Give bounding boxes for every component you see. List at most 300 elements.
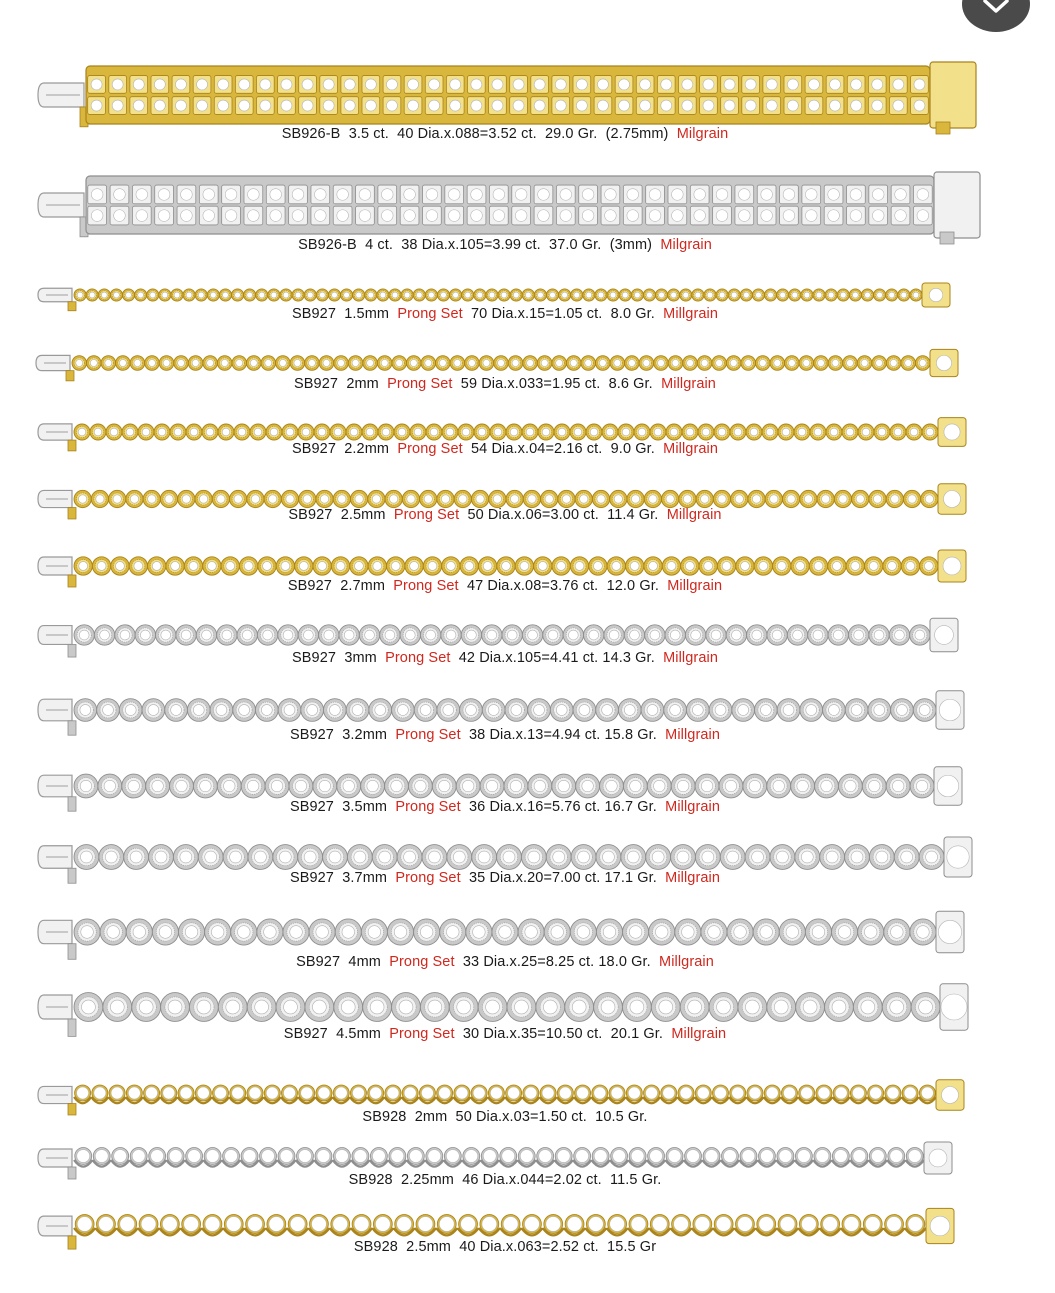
link [719,774,743,798]
link [622,993,651,1022]
link [400,625,420,645]
link [290,356,305,371]
caption-gap [655,650,663,666]
link [910,919,936,945]
link [283,919,309,945]
link [832,919,858,945]
link [713,490,730,507]
link [668,356,683,371]
link [695,1085,712,1103]
product-size: 2.2mm [344,441,390,457]
setting-label: Prong Set [397,306,463,322]
product-size: 1.5mm [344,306,390,322]
link [129,1148,147,1167]
link [782,490,799,507]
link [773,557,791,575]
link [421,356,436,371]
link [559,289,571,301]
product-code: SB926-B [281,126,341,142]
link [111,1148,129,1167]
link [161,993,190,1022]
link [193,76,211,94]
link [845,699,868,722]
link [570,557,588,575]
link [479,356,494,371]
link [311,185,330,204]
link [618,699,641,722]
link [628,1215,649,1236]
link [681,557,699,575]
link [801,289,813,301]
link [763,97,781,115]
link [596,699,619,722]
link [531,97,549,115]
link [377,356,392,371]
link [541,490,558,507]
product-spec: 30 Dia.x.35=10.50 ct. 20.1 Gr. [462,1026,664,1042]
link [573,97,591,115]
product-size: 4.5mm [336,1026,381,1042]
link [534,185,553,204]
link [95,1215,116,1236]
link [341,97,359,115]
link [911,76,929,94]
link [101,356,116,371]
link [770,845,795,870]
link [668,185,687,204]
link [604,625,624,645]
link [259,1148,277,1167]
link [825,289,837,301]
link [130,356,145,371]
link [276,356,291,371]
link [824,185,843,204]
link [413,289,425,301]
link [802,206,821,225]
link [281,490,298,507]
link [861,289,873,301]
caption-gap [334,799,342,815]
link [466,919,492,945]
link [668,206,687,225]
link [404,97,422,115]
link [763,76,781,94]
link [678,76,696,94]
link [915,356,930,371]
link [837,289,849,301]
link [217,625,237,645]
link [155,185,174,204]
product-spec: 50 Dia.x.06=3.00 ct. 11.4 Gr. [467,507,659,523]
link [244,1215,265,1236]
link [248,845,273,870]
caption-gap [406,1109,414,1125]
link [356,206,375,225]
link [445,206,464,225]
link [536,1148,554,1167]
link [378,206,397,225]
product-size: 2.5mm [406,1239,451,1255]
link [92,1148,110,1167]
link [765,289,777,301]
caption-gap [386,507,394,523]
caption-gap [332,507,340,523]
clasp-icon [38,83,88,127]
link [734,1215,755,1236]
link [74,1148,92,1167]
link [502,625,522,645]
link [199,185,218,204]
link [462,289,474,301]
link [795,845,820,870]
caption-gap [459,578,467,594]
link [289,774,313,798]
link [709,993,738,1022]
link [199,206,218,225]
link [74,774,98,798]
link [195,289,207,301]
product-code: SB927 [296,954,341,970]
link [745,845,770,870]
link [94,625,114,645]
link [88,76,106,94]
link [296,1148,314,1167]
link [265,774,289,798]
link [91,1085,108,1103]
link [350,557,368,575]
link [901,356,916,371]
link [574,1085,591,1103]
link [320,97,338,115]
link [512,206,531,225]
product-code: SB927 [287,578,332,594]
link [891,185,910,204]
link [465,356,480,371]
link [867,1085,884,1103]
link [596,919,622,945]
link [660,1085,677,1103]
link [229,1085,246,1103]
link [489,97,507,115]
link [765,490,782,507]
link [662,490,679,507]
link [883,557,901,575]
link [387,919,413,945]
link [589,557,607,575]
link [862,774,886,798]
link [187,699,210,722]
link [111,557,129,575]
link [522,625,542,645]
link [189,993,218,1022]
link [414,919,440,945]
link [862,1215,883,1236]
link [368,490,385,507]
link [99,845,124,870]
link [385,774,409,798]
link [298,1085,315,1103]
link [244,289,256,301]
caption-gap [455,954,463,970]
link [834,490,851,507]
link [135,289,147,301]
link [159,1215,180,1236]
link [641,699,664,722]
link [244,185,263,204]
link [130,76,148,94]
corner-menu-button[interactable] [962,0,1030,32]
link [631,289,643,301]
link [884,919,910,945]
link [407,1148,425,1167]
link [857,356,872,371]
link [778,424,794,440]
link [351,1215,372,1236]
link [579,206,598,225]
link [666,424,682,440]
link [639,356,654,371]
link [686,699,709,722]
link [692,289,704,301]
link [901,557,919,575]
link [886,490,903,507]
link [556,206,575,225]
link [748,490,765,507]
link [122,289,134,301]
link [143,1085,160,1103]
link [334,356,349,371]
link [456,774,480,798]
link [471,1085,488,1103]
link [756,1215,777,1236]
caption-gap [657,727,665,743]
link [92,557,110,575]
link [320,76,338,94]
link [815,774,839,798]
link [594,76,612,94]
link [552,557,570,575]
product-code: SB926-B [298,237,357,253]
link [172,97,190,115]
link [872,356,887,371]
link [488,1085,505,1103]
finish-label: Millgrain [665,799,721,815]
link [232,356,247,371]
box-clasp [934,172,980,238]
link [135,625,155,645]
bracelet-body [86,66,930,124]
link [440,919,466,945]
product-caption [0,650,1010,666]
caption-gap [377,650,385,666]
link [186,424,202,440]
link [805,97,823,115]
link [444,1148,462,1167]
link [148,1148,166,1167]
link [591,1085,608,1103]
link [257,625,277,645]
finish-label: Millgrain [661,376,716,392]
link [330,424,346,440]
product-size: 2.5mm [340,507,386,523]
link [738,993,767,1022]
link [850,1085,867,1103]
link [311,206,330,225]
link [361,774,385,798]
link [494,356,509,371]
link [289,206,308,225]
link [280,289,292,301]
link [628,1148,646,1167]
link [74,919,100,945]
link [713,1215,734,1236]
link [615,76,633,94]
link [377,289,389,301]
link [106,424,122,440]
link [557,1085,574,1103]
link [685,625,705,645]
link [919,845,944,870]
link [521,1215,542,1236]
link [739,1148,757,1167]
link [591,1148,609,1167]
link [193,774,217,798]
link [646,845,671,870]
link [115,625,135,645]
link [489,206,508,225]
caption-gap [357,237,365,253]
link [378,424,394,440]
link [741,356,756,371]
link [422,845,447,870]
link [426,424,442,440]
link [554,424,570,440]
link [692,1215,713,1236]
link [460,699,483,722]
link [911,97,929,115]
link [805,76,823,94]
product-size: 2mm [414,1109,448,1125]
link [883,1215,904,1236]
finish-label: Milgrain [660,237,712,253]
link [910,774,934,798]
link [754,557,772,575]
link [726,356,741,371]
link [755,356,770,371]
link [183,289,195,301]
link [649,1215,670,1236]
caption-gap [454,1172,462,1188]
link [481,1148,499,1167]
link [490,424,506,440]
link [299,490,316,507]
link [333,206,352,225]
link [808,625,828,645]
link [758,1148,776,1167]
link [330,1215,351,1236]
link [74,1215,95,1236]
link [261,356,276,371]
link [217,356,232,371]
link [453,1085,470,1103]
link [159,289,171,301]
link [607,1215,628,1236]
link [177,206,196,225]
link [148,557,166,575]
link [341,76,359,94]
link [795,1148,813,1167]
link [266,185,285,204]
setting-label: Prong Set [395,727,461,743]
link [313,557,331,575]
link [849,289,861,301]
link [214,76,232,94]
link [350,490,367,507]
link [184,557,202,575]
link [820,845,845,870]
link [347,845,372,870]
link [402,490,419,507]
link [713,206,732,225]
caption-gap [398,1239,406,1255]
link [486,289,498,301]
link [695,845,720,870]
finish-label: Millgrain [667,578,723,594]
link [596,845,621,870]
link [432,774,456,798]
link [869,625,889,645]
link [522,424,538,440]
product-spec: 70 Dia.x.15=1.05 ct. 8.0 Gr. [471,306,655,322]
link [289,185,308,204]
link [595,289,607,301]
link [500,1215,521,1236]
link [126,1085,143,1103]
link [392,356,407,371]
link [420,490,437,507]
link [683,356,698,371]
link [753,919,779,945]
caption-gap [393,1172,401,1188]
link [324,699,347,722]
link [911,993,940,1022]
link [716,289,728,301]
link [810,424,826,440]
link [346,699,369,722]
link [207,289,219,301]
link [458,424,474,440]
link [472,845,497,870]
setting-label: Prong Set [393,578,459,594]
link [319,356,334,371]
link [341,289,353,301]
link [657,97,675,115]
link [369,699,392,722]
link [684,1148,702,1167]
caption-gap [461,727,469,743]
link [505,699,528,722]
link [874,424,890,440]
link [747,625,767,645]
link [492,919,518,945]
link [205,919,231,945]
link [517,1148,535,1167]
link [129,557,147,575]
link [221,557,239,575]
link [625,356,640,371]
product-caption [0,237,1010,253]
link [826,76,844,94]
